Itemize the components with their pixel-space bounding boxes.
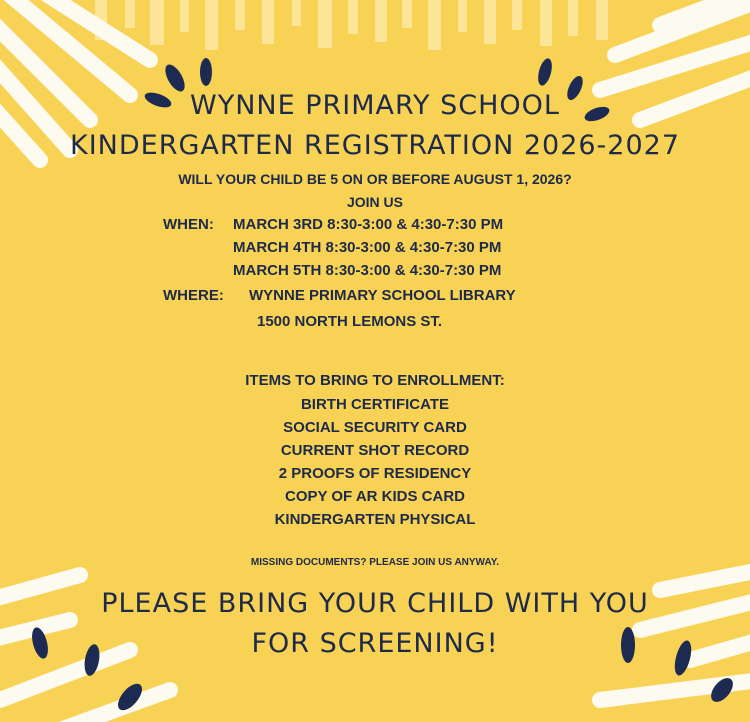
items-heading: ITEMS TO BRING TO ENROLLMENT: xyxy=(245,372,505,389)
item-social-security-card: SOCIAL SECURITY CARD xyxy=(283,419,467,436)
join-us: JOIN US xyxy=(346,194,403,210)
where-label: WHERE: xyxy=(163,287,224,304)
chalk-stripes-top xyxy=(95,0,608,50)
school-name: WYNNE PRIMARY SCHOOL xyxy=(190,90,560,121)
date-line-2: MARCH 4TH 8:30-3:00 & 4:30-7:30 PM xyxy=(233,239,502,256)
footer-line-1: PLEASE BRING YOUR CHILD WITH YOU xyxy=(101,588,649,619)
missing-documents-note: MISSING DOCUMENTS? PLEASE JOIN US ANYWAY. xyxy=(250,557,500,568)
item-shot-record: CURRENT SHOT RECORD xyxy=(280,442,470,459)
registration-title: KINDERGARTEN REGISTRATION 2026-2027 xyxy=(69,130,681,161)
item-kindergarten-physical: KINDERGARTEN PHYSICAL xyxy=(274,511,476,528)
date-line-1: MARCH 3RD 8:30-3:00 & 4:30-7:30 PM xyxy=(233,216,504,233)
when-label: WHEN: xyxy=(163,216,214,233)
location-name: WYNNE PRIMARY SCHOOL LIBRARY xyxy=(249,287,516,304)
location-address: 1500 NORTH LEMONS ST. xyxy=(257,313,443,330)
item-ar-kids-card: COPY OF AR KIDS CARD xyxy=(284,488,465,505)
age-question: WILL YOUR CHILD BE 5 ON OR BEFORE AUGUST 1, 2026? xyxy=(178,171,572,187)
item-birth-certificate: BIRTH CERTIFICATE xyxy=(300,396,450,413)
footer-line-2: FOR SCREENING! xyxy=(251,628,499,659)
item-proofs-of-residency: 2 PROOFS OF RESIDENCY xyxy=(278,465,472,482)
date-line-3: MARCH 5TH 8:30-3:00 & 4:30-7:30 PM xyxy=(233,262,502,279)
